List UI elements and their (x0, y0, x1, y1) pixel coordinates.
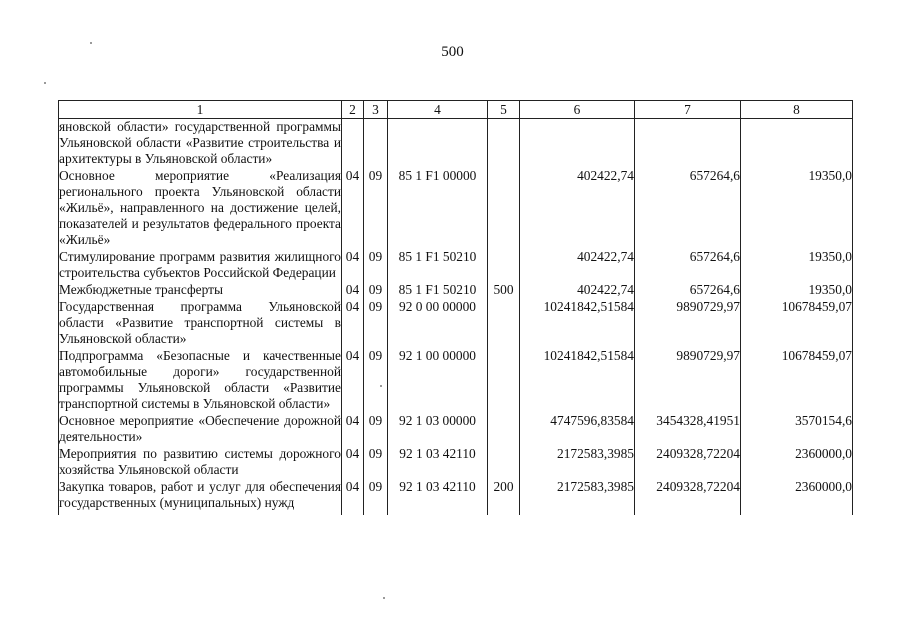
row-subsection: 09 (364, 299, 388, 348)
table-row (59, 282, 853, 299)
row-amount-3 (741, 119, 853, 169)
row-name: Основное мероприятие «Реализация регионального проекта Ульяновской области «Жильё», направленного на достижение целей, показателей и результатов федерального проекта «Жильё» (59, 168, 341, 247)
row-amount-1: 402422,74 (520, 282, 635, 299)
column-header: 7 (635, 101, 741, 119)
row-section: 04 (342, 168, 364, 249)
row-subsection: 09 (364, 348, 388, 413)
column-header: 6 (520, 101, 635, 119)
row-amount-3: 19350,0 (741, 168, 853, 249)
row-subsection: 09 (364, 168, 388, 249)
row-section: 04 (342, 413, 364, 446)
row-amount-2: 2409328,72204 (635, 479, 741, 515)
row-expense-type (488, 119, 520, 169)
row-section: 04 (342, 299, 364, 348)
row-amount-1: 2172583,3985 (520, 479, 635, 515)
row-name: Закупка товаров, работ и услуг для обеспечения государственных (муниципальных) нужд (59, 479, 342, 515)
row-target-code: 92 0 00 00000 (388, 299, 488, 348)
table-row (59, 119, 853, 169)
row-amount-3: 19350,0 (741, 249, 853, 282)
row-amount-2: 9890729,97 (635, 299, 741, 348)
row-target-code: 92 1 03 42110 (388, 479, 488, 515)
table-row (59, 479, 853, 515)
row-section (342, 119, 364, 169)
row-expense-type: 200 (488, 479, 520, 515)
row-target-code: 92 1 03 42110 (388, 446, 488, 479)
row-amount-3: 19350,0 (741, 282, 853, 299)
row-amount-3: 10678459,07 (741, 348, 853, 413)
row-target-code: 85 1 F1 00000 (388, 168, 488, 249)
row-amount-2: 657264,6 (635, 249, 741, 282)
table-row (59, 413, 853, 446)
row-name: Стимулирование программ развития жилищного строительства субъектов Российской Федерации (59, 249, 341, 280)
row-amount-1: 10241842,51584 (520, 348, 635, 413)
column-header: 8 (741, 101, 853, 119)
row-amount-2: 2409328,72204 (635, 446, 741, 479)
column-header: 5 (488, 101, 520, 119)
row-subsection: 09 (364, 249, 388, 282)
row-subsection: 09 (364, 282, 388, 299)
table-header-row (59, 101, 853, 119)
table-row (59, 168, 853, 249)
row-amount-3: 3570154,6 (741, 413, 853, 446)
scan-speck (44, 82, 46, 84)
row-section: 04 (342, 249, 364, 282)
row-amount-3: 10678459,07 (741, 299, 853, 348)
row-amount-3: 2360000,0 (741, 479, 853, 515)
page-number: 500 (441, 44, 464, 60)
row-name: Межбюджетные трансферты (59, 282, 342, 299)
row-amount-2: 3454328,41951 (635, 413, 741, 446)
row-expense-type (488, 249, 520, 282)
row-expense-type: 500 (488, 282, 520, 299)
row-subsection: 09 (364, 413, 388, 446)
row-section: 04 (342, 348, 364, 413)
row-expense-type (488, 299, 520, 348)
budget-table (58, 100, 853, 515)
column-header: 1 (59, 101, 342, 119)
row-expense-type (488, 446, 520, 479)
row-target-code: 85 1 F1 50210 (388, 282, 488, 299)
row-name: Государственная программа Ульяновской области «Развитие транспортной системы в Ульяновской области» (59, 299, 341, 346)
table-row (59, 249, 853, 282)
row-expense-type (488, 348, 520, 413)
scan-speck (383, 597, 385, 599)
row-amount-1 (520, 119, 635, 169)
row-amount-1: 4747596,83584 (520, 413, 635, 446)
row-amount-1: 402422,74 (520, 168, 635, 249)
row-name: Подпрограмма «Безопасные и качественные автомобильные дороги» государственной программы Ульяновской области «Развитие транспортной системы в Ульяновской области» (59, 348, 341, 411)
row-target-code: 85 1 F1 50210 (388, 249, 488, 282)
row-amount-2: 9890729,97 (635, 348, 741, 413)
row-subsection (364, 119, 388, 169)
row-name: Основное мероприятие «Обеспечение дорожной деятельности» (59, 413, 341, 444)
row-expense-type (488, 413, 520, 446)
row-target-code (388, 119, 488, 169)
table-row (59, 446, 853, 479)
row-amount-1: 402422,74 (520, 249, 635, 282)
row-section: 04 (342, 446, 364, 479)
row-amount-1: 10241842,51584 (520, 299, 635, 348)
table-row (59, 299, 853, 348)
row-name: Мероприятия по развитию системы дорожного хозяйства Ульяновской области (59, 446, 341, 477)
row-amount-2: 657264,6 (635, 168, 741, 249)
row-section: 04 (342, 479, 364, 515)
column-header: 4 (388, 101, 488, 119)
row-name: яновской области» государственной программы Ульяновской области «Развитие строительства и архитектуры в Ульяновской области» (59, 119, 341, 166)
column-header: 2 (342, 101, 364, 119)
row-amount-2: 657264,6 (635, 282, 741, 299)
table-row (59, 348, 853, 413)
row-amount-3: 2360000,0 (741, 446, 853, 479)
row-expense-type (488, 168, 520, 249)
row-section: 04 (342, 282, 364, 299)
row-target-code: 92 1 00 00000 (388, 348, 488, 413)
row-amount-1: 2172583,3985 (520, 446, 635, 479)
row-amount-2 (635, 119, 741, 169)
scan-speck (90, 42, 92, 44)
row-target-code: 92 1 03 00000 (388, 413, 488, 446)
row-subsection: 09 (364, 479, 388, 515)
row-subsection: 09 (364, 446, 388, 479)
column-header: 3 (364, 101, 388, 119)
